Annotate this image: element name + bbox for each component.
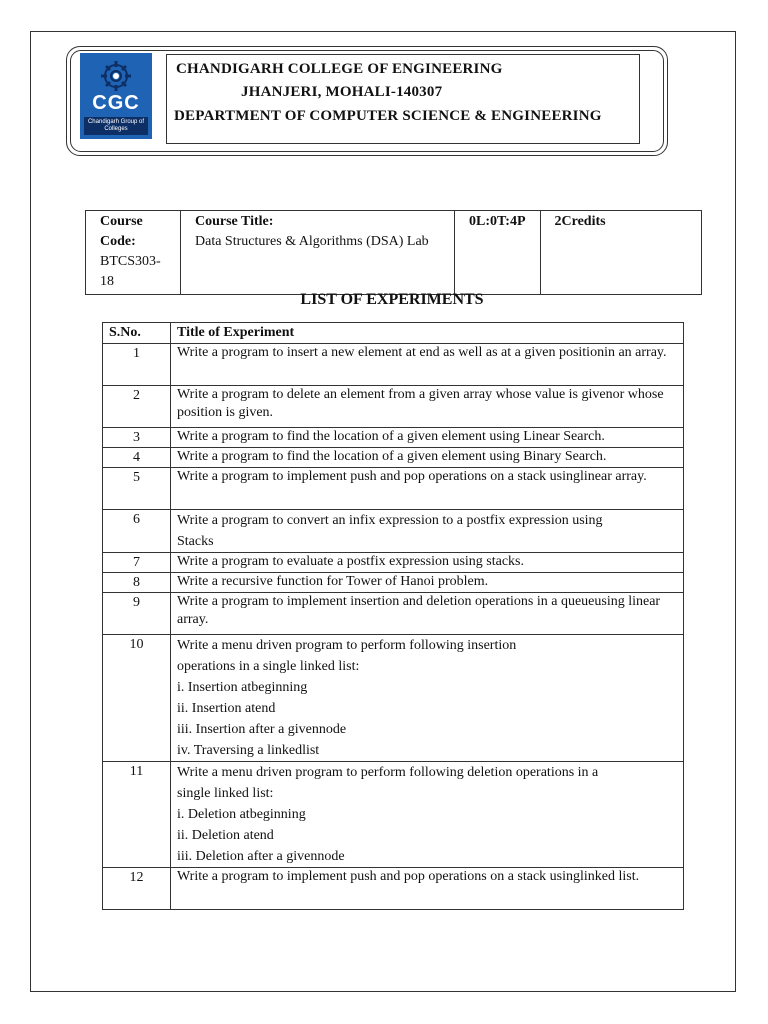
experiment-title (171, 468, 684, 510)
course-info-table (85, 210, 702, 295)
experiment-number: 11 (103, 762, 171, 868)
experiment-title-line: ii. Insertion atend (177, 701, 276, 716)
experiment-title (171, 386, 684, 428)
table-row (103, 635, 684, 762)
experiment-title-line: i. Insertion atbeginning (177, 680, 308, 695)
table-row (103, 573, 684, 593)
table-row (103, 510, 684, 553)
column-header-title: Title of Experiment (171, 323, 684, 344)
table-row (103, 344, 684, 386)
experiment-title-line: Write a program to convert an infix expression to a postfix expression using (177, 513, 603, 528)
course-code-value: BTCS303-18 (100, 254, 161, 289)
experiment-number: 4 (103, 448, 171, 468)
experiment-title (171, 428, 684, 448)
experiment-title-line: single linked list: (177, 786, 274, 801)
department-name: DEPARTMENT OF COMPUTER SCIENCE & ENGINEERING (174, 108, 602, 124)
experiment-title-line: ii. Deletion atend (177, 828, 274, 843)
experiment-title (171, 510, 684, 553)
experiment-title-line: iii. Deletion after a givennode (177, 849, 345, 864)
experiment-title-line: Write a menu driven program to perform following deletion operations in a (177, 765, 599, 780)
experiment-title-line: Stacks (177, 534, 214, 549)
experiment-title (171, 635, 684, 762)
experiment-number: 10 (103, 635, 171, 762)
course-credits: 2Credits (540, 211, 701, 295)
gear-emblem-icon (88, 59, 144, 93)
experiment-title-line: i. Deletion atbeginning (177, 807, 306, 822)
experiment-title (171, 573, 684, 593)
experiment-title (171, 553, 684, 573)
experiment-title-line: Write a program to insert a new element at end as well as at a given positionin an array. (177, 345, 667, 360)
college-name: CHANDIGARH COLLEGE OF ENGINEERING (176, 61, 503, 77)
experiments-body (103, 344, 684, 910)
table-row (103, 428, 684, 448)
experiment-number: 5 (103, 468, 171, 510)
experiment-title (171, 344, 684, 386)
experiment-number: 6 (103, 510, 171, 553)
experiment-number: 12 (103, 868, 171, 910)
course-title-value: Data Structures & Algorithms (DSA) Lab (195, 234, 429, 249)
table-header-row (103, 323, 684, 344)
course-title-cell (181, 211, 455, 295)
list-heading: LIST OF EXPERIMENTS (300, 291, 484, 308)
experiment-title-line: iv. Traversing a linkedlist (177, 743, 320, 758)
experiment-title (171, 593, 684, 635)
course-title-label: Course Title: (195, 214, 274, 229)
experiment-title-line: Write a program to find the location of a given element using Binary Search. (177, 449, 607, 464)
table-row (103, 868, 684, 910)
course-ltp: 0L:0T:4P (455, 211, 541, 295)
table-row (103, 762, 684, 868)
course-info-row (86, 211, 702, 295)
experiment-title-line: Write a program to implement push and pop operations on a stack usinglinear array. (177, 469, 647, 484)
experiment-title-line: iii. Insertion after a givennode (177, 722, 347, 737)
table-row (103, 448, 684, 468)
column-header-sno: S.No. (103, 323, 171, 344)
experiment-title (171, 448, 684, 468)
college-location: JHANJERI, MOHALI-140307 (241, 84, 443, 100)
experiment-title-line: Write a recursive function for Tower of Hanoi problem. (177, 574, 489, 589)
experiment-title-line: Write a program to evaluate a postfix expression using stacks. (177, 554, 525, 569)
experiment-title-line: Write a program to find the location of a given element using Linear Search. (177, 429, 605, 444)
experiments-table (102, 322, 684, 910)
table-row (103, 553, 684, 573)
experiment-title-line: Write a menu driven program to perform following insertion (177, 638, 517, 653)
table-row (103, 468, 684, 510)
experiment-title-line: Write a program to implement insertion and deletion operations in a queueusing linear array. (177, 594, 661, 627)
table-row (103, 593, 684, 635)
experiment-title (171, 762, 684, 868)
experiment-number: 9 (103, 593, 171, 635)
course-code-cell (86, 211, 181, 295)
experiment-title-line: operations in a single linked list: (177, 659, 360, 674)
college-logo (80, 53, 152, 139)
experiment-title-line: Write a program to implement push and pop operations on a stack usinglinked list. (177, 869, 640, 884)
logo-subtext: Chandigarh Group of Colleges (84, 117, 148, 135)
experiment-number: 1 (103, 344, 171, 386)
experiment-number: 8 (103, 573, 171, 593)
experiment-title-line: Write a program to delete an element from a given array whose value is givenor whose position is given. (177, 387, 664, 420)
experiment-title (171, 868, 684, 910)
course-code-label: Course Code: (100, 214, 143, 249)
experiment-number: 2 (103, 386, 171, 428)
experiment-number: 3 (103, 428, 171, 448)
table-row (103, 386, 684, 428)
logo-text: CGC (92, 92, 140, 114)
experiment-number: 7 (103, 553, 171, 573)
